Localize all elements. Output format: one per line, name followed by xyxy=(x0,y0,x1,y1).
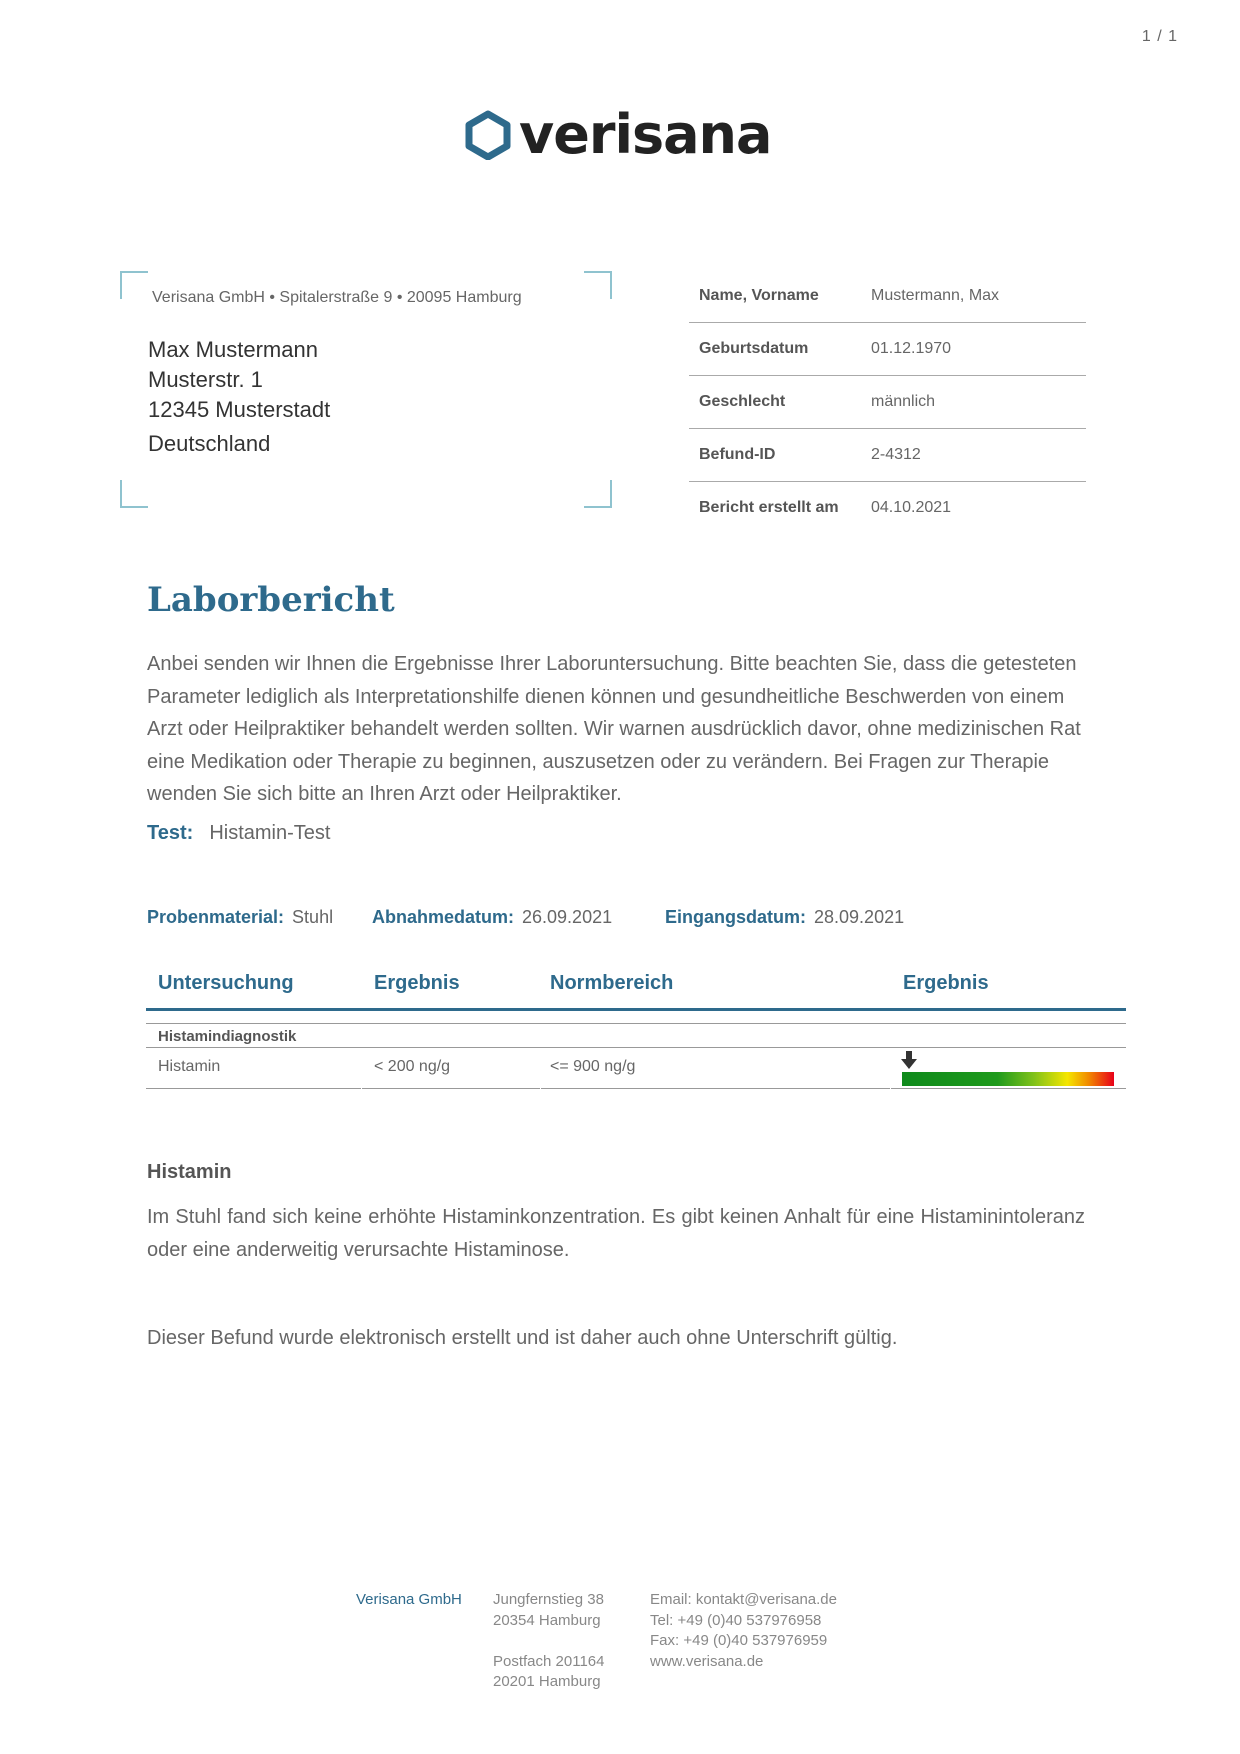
footer-website: www.verisana.de xyxy=(650,1652,764,1670)
sample-material xyxy=(147,907,333,928)
sample-collection-date xyxy=(372,907,612,928)
footer-address-line: 20354 Hamburg xyxy=(493,1611,601,1629)
interpretation-heading: Histamin xyxy=(147,1161,232,1183)
info-row xyxy=(689,323,1086,376)
header-ergebnis: Ergebnis xyxy=(374,972,460,994)
report-intro: Anbei senden wir Ihnen die Ergebnisse Ihrer Laboruntersuchung. Bitte beachten Sie, dass die getesteten Parameter lediglich als Interpretationshilfe dienen können und gesundheitliche Beschwerden von einem Arzt oder Heilpraktiker behandelt werden sollten. Wir warnen ausdrücklich davor, ohne medizinischen Rat eine Medikation oder Therapie zu beginnen, auszusetzen oder zu verändern. Bei Fragen zur Therapie wenden Sie sich bitte an Ihren Arzt oder Heilpraktiker. xyxy=(147,653,1081,805)
test-value: Histamin-Test xyxy=(209,822,331,844)
column-gap xyxy=(890,1048,891,1089)
hexagon-logo-icon xyxy=(463,110,513,160)
report-title: Laborbericht xyxy=(147,580,395,620)
table-section-row xyxy=(146,1024,1126,1048)
test-label: Test: xyxy=(147,822,194,844)
column-gap xyxy=(540,1048,541,1089)
material-value: Stuhl xyxy=(292,907,334,927)
info-value: 04.10.2021 xyxy=(871,499,952,516)
footer-address-line: Postfach 201164 xyxy=(493,1652,605,1670)
info-value: 01.12.1970 xyxy=(861,323,1086,376)
info-label: Bericht erstellt am xyxy=(699,499,839,516)
info-label: Geschlecht xyxy=(689,376,861,429)
info-label: Geburtsdatum xyxy=(689,323,861,376)
validity-note: Dieser Befund wurde elektronisch erstellt und ist daher auch ohne Unterschrift gültig. xyxy=(147,1327,898,1349)
table-divider xyxy=(146,1011,1126,1024)
info-row xyxy=(689,429,1086,482)
recipient-address xyxy=(148,335,330,459)
footer-contact xyxy=(650,1590,837,1672)
info-label: Name, Vorname xyxy=(689,270,861,323)
footer-address-spacer xyxy=(493,1631,604,1652)
address-window-corner xyxy=(584,480,612,508)
footer-fax: Fax: +49 (0)40 537976959 xyxy=(650,1632,828,1649)
results-table-header xyxy=(146,960,1126,1011)
row-range: <= 900 ng/g xyxy=(550,1058,636,1075)
footer-address xyxy=(493,1590,604,1693)
interpretation-text: Im Stuhl fand sich keine erhöhte Histaminkonzentration. Es gibt keinen Anhalt für eine Histaminintoleranz oder eine anderweitig verursachte Histaminose. xyxy=(147,1206,1085,1261)
footer-email: Email: kontakt@verisana.de xyxy=(650,1591,837,1608)
row-result: < 200 ng/g xyxy=(374,1058,451,1075)
material-label: Probenmaterial: xyxy=(147,907,285,927)
result-marker-arrow-icon xyxy=(900,1050,918,1070)
result-gauge-bar xyxy=(902,1072,1114,1086)
info-label: Befund-ID xyxy=(689,429,861,482)
address-window-corner xyxy=(584,271,612,299)
column-gap xyxy=(361,1048,362,1089)
recipient-country: Deutschland xyxy=(148,431,271,456)
footer-company: Verisana GmbH xyxy=(356,1591,462,1608)
patient-info-table xyxy=(689,270,1086,534)
header-normbereich: Normbereich xyxy=(550,972,674,994)
receipt-label: Eingangsdatum: xyxy=(665,907,807,927)
info-row xyxy=(689,482,1086,535)
table-row xyxy=(146,1048,1126,1089)
info-value: 2-4312 xyxy=(861,429,1086,482)
sample-receipt-date xyxy=(665,907,904,928)
info-row xyxy=(689,376,1086,429)
test-line xyxy=(147,822,330,845)
header-ergebnis-graph: Ergebnis xyxy=(903,972,989,994)
collection-label: Abnahmedatum: xyxy=(372,907,515,927)
info-value: männlich xyxy=(861,376,1086,429)
brand-logo xyxy=(463,103,772,166)
header-untersuchung: Untersuchung xyxy=(158,972,294,994)
recipient-street: Musterstr. 1 xyxy=(148,367,263,392)
info-value: Mustermann, Max xyxy=(861,270,1086,323)
page-number: 1 / 1 xyxy=(1141,28,1178,45)
address-window-corner xyxy=(120,271,148,299)
info-row xyxy=(689,270,1086,323)
section-label: Histamindiagnostik xyxy=(158,1028,297,1045)
footer-phone: Tel: +49 (0)40 537976958 xyxy=(650,1611,822,1629)
address-window-corner xyxy=(120,480,148,508)
sender-line: Verisana GmbH • Spitalerstraße 9 • 20095 Hamburg xyxy=(152,289,522,306)
collection-value: 26.09.2021 xyxy=(522,907,613,927)
recipient-city: 12345 Musterstadt xyxy=(148,397,331,422)
recipient-name: Max Mustermann xyxy=(148,337,318,362)
brand-name: verisana xyxy=(519,103,772,166)
footer-address-line: Jungfernstieg 38 xyxy=(493,1591,604,1608)
footer-address-line: 20201 Hamburg xyxy=(493,1673,601,1690)
row-name: Histamin xyxy=(158,1058,221,1075)
results-table xyxy=(146,960,1126,1089)
receipt-value: 28.09.2021 xyxy=(814,907,905,927)
